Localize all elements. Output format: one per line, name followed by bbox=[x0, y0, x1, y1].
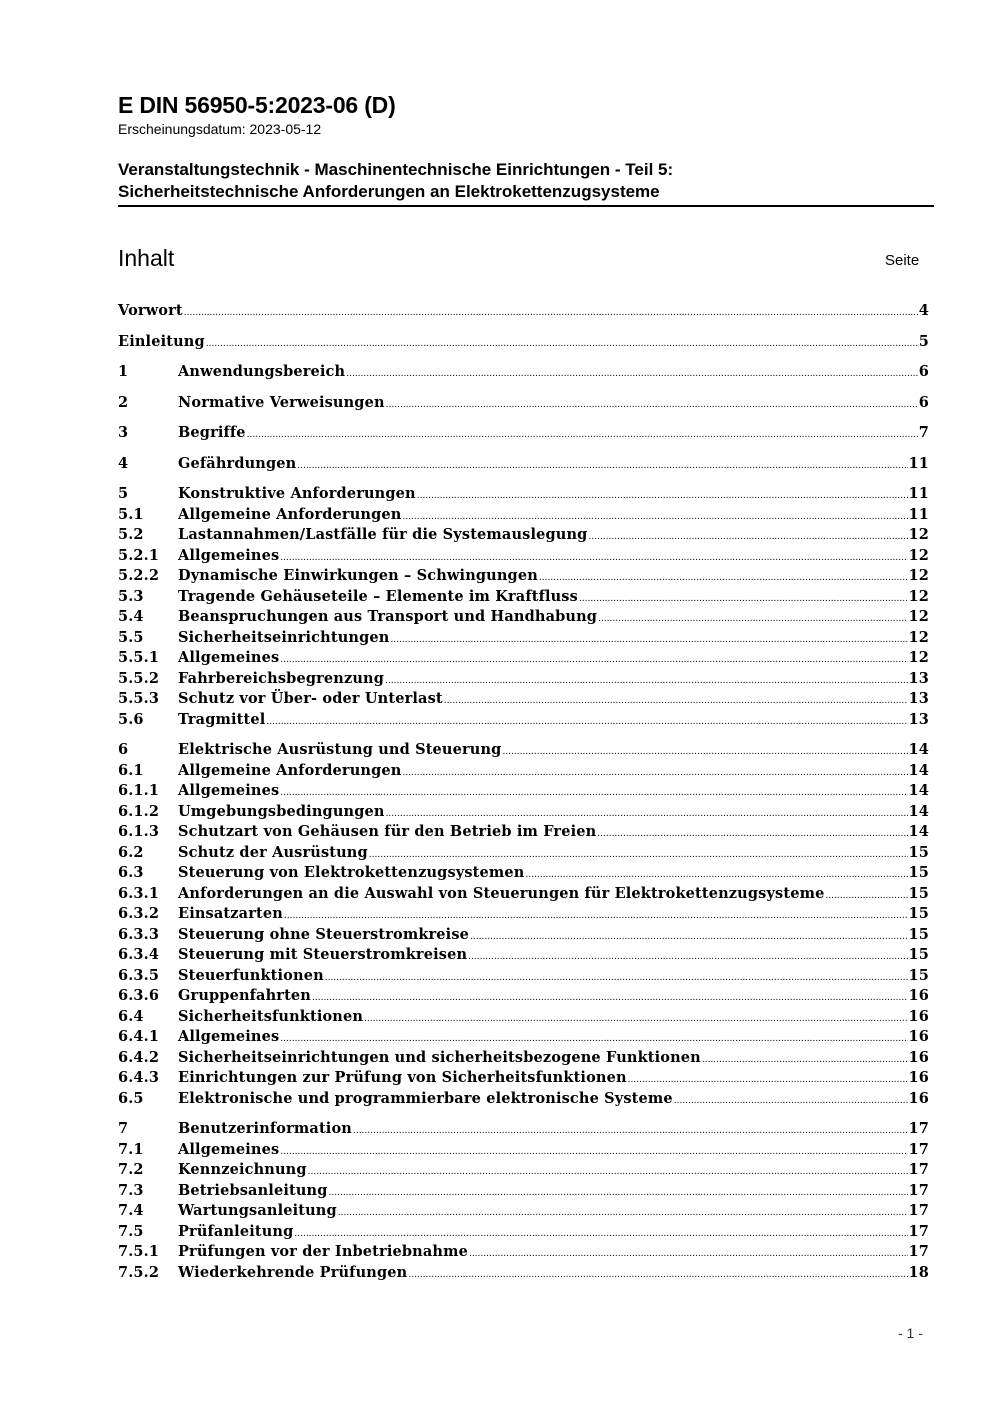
toc-entry[interactable] bbox=[118, 710, 929, 731]
toc-entry-label: Beanspruchungen aus Transport und Handhabung bbox=[178, 608, 598, 625]
toc-entry-label: Steuerfunktionen bbox=[178, 966, 324, 984]
toc-entry-label: Normative Verweisungen bbox=[178, 393, 385, 411]
toc-entry[interactable] bbox=[118, 1222, 929, 1243]
toc-entry-page: 14 bbox=[908, 782, 929, 799]
toc-entry-number: 6.4.1 bbox=[118, 1028, 160, 1045]
toc-entry[interactable] bbox=[118, 781, 929, 802]
toc-dot-leader bbox=[364, 1009, 907, 1030]
page-number: - 1 - bbox=[898, 1325, 923, 1341]
toc-entry[interactable] bbox=[118, 843, 929, 864]
toc-entry-number: 5.5.3 bbox=[118, 690, 160, 707]
toc-entry-page: 16 bbox=[908, 1048, 929, 1066]
toc-entry-page: 17 bbox=[908, 1181, 929, 1199]
toc-entry-page: 15 bbox=[908, 925, 929, 943]
toc-entry[interactable] bbox=[118, 945, 929, 966]
toc-entry[interactable] bbox=[118, 1007, 929, 1028]
toc-entry-page: 13 bbox=[908, 690, 929, 707]
toc-entry-label: Tragmittel bbox=[178, 710, 266, 728]
toc-entry-label: Fahrbereichsbegrenzung bbox=[178, 669, 385, 687]
publication-date: Erscheinungsdatum: 2023-05-12 bbox=[118, 121, 322, 137]
toc-entry-number: 5.5 bbox=[118, 628, 144, 646]
toc-entry-page: 7 bbox=[918, 424, 929, 441]
toc-entry-page: 15 bbox=[908, 864, 929, 881]
toc-entry-label: Allgemeine Anforderungen bbox=[178, 761, 402, 779]
toc-entry-number: 6.4.2 bbox=[118, 1048, 160, 1066]
toc-entry[interactable] bbox=[118, 1027, 929, 1048]
toc-dot-leader bbox=[206, 334, 918, 355]
toc-entry-number: 5.1 bbox=[118, 505, 144, 523]
toc-entry-number: 6.1.1 bbox=[118, 782, 160, 799]
toc-entry-label: Tragende Gehäuseteile – Elemente im Kraftfluss bbox=[178, 587, 578, 605]
toc-entry-number: 6.1.3 bbox=[118, 823, 160, 840]
toc-entry-page: 6 bbox=[918, 363, 929, 380]
toc-entry-label: Gefährdungen bbox=[178, 454, 297, 472]
toc-entry[interactable] bbox=[118, 884, 929, 905]
toc-entry-number: 5.2 bbox=[118, 526, 144, 543]
toc-entry-page: 16 bbox=[908, 1028, 929, 1045]
toc-dot-leader bbox=[390, 630, 907, 651]
toc-entry-label: Allgemeine Anforderungen bbox=[178, 505, 402, 523]
toc-entry[interactable] bbox=[118, 863, 929, 884]
toc-entry-label: Steuerung von Elektrokettenzugsystemen bbox=[178, 864, 525, 881]
toc-entry-label: Allgemeines bbox=[178, 546, 280, 564]
toc-entry[interactable] bbox=[118, 301, 929, 322]
toc-entry-number: 6.3.2 bbox=[118, 905, 160, 922]
toc-dot-leader bbox=[294, 1224, 907, 1245]
toc-entry-label: Schutz vor Über- oder Unterlast bbox=[178, 690, 443, 707]
toc-dot-leader bbox=[369, 845, 908, 866]
toc-entry[interactable] bbox=[118, 1263, 929, 1284]
toc-dot-leader bbox=[346, 364, 918, 385]
document-title: E DIN 56950-5:2023-06 (D) bbox=[118, 92, 396, 118]
toc-entry[interactable] bbox=[118, 1201, 929, 1222]
toc-entry-number: 6.3.3 bbox=[118, 925, 160, 943]
toc-dot-leader bbox=[329, 1183, 908, 1204]
toc-dot-leader bbox=[539, 568, 908, 589]
toc-entry-page: 12 bbox=[908, 567, 929, 584]
toc-dot-leader bbox=[402, 763, 907, 784]
toc-entry[interactable] bbox=[118, 393, 929, 414]
toc-entry[interactable] bbox=[118, 1089, 929, 1110]
toc-entry-number: 6.5 bbox=[118, 1089, 144, 1107]
toc-entry-page: 12 bbox=[908, 587, 929, 605]
toc-entry-label: Gruppenfahrten bbox=[178, 987, 311, 1004]
toc-entry-number: 6 bbox=[118, 741, 129, 758]
toc-entry-page: 14 bbox=[908, 761, 929, 779]
toc-entry-label: Allgemeines bbox=[178, 1028, 280, 1045]
toc-entry-page: 5 bbox=[918, 332, 929, 350]
toc-dot-leader bbox=[184, 303, 918, 324]
toc-entry-page: 15 bbox=[908, 905, 929, 922]
toc-entry-label: Allgemeines bbox=[178, 782, 280, 799]
toc-entry-page: 18 bbox=[908, 1263, 929, 1281]
toc-entry-page: 13 bbox=[908, 669, 929, 687]
toc-dot-leader bbox=[579, 589, 908, 610]
toc-entry-page: 15 bbox=[908, 843, 929, 861]
toc-entry-number: 5 bbox=[118, 485, 129, 502]
subtitle-line-1: Veranstaltungstechnik - Maschinentechnische Einrichtungen - Teil 5: bbox=[118, 160, 674, 179]
toc-entry-number: 7 bbox=[118, 1120, 129, 1137]
toc-entry-number: 7.5.2 bbox=[118, 1263, 160, 1281]
toc-entry-page: 15 bbox=[908, 946, 929, 963]
toc-dot-leader bbox=[308, 1162, 908, 1183]
toc-entry[interactable] bbox=[118, 484, 929, 505]
toc-entry-page: 12 bbox=[908, 526, 929, 543]
toc-entry-label: Allgemeines bbox=[178, 649, 280, 666]
toc-entry-number: 5.4 bbox=[118, 608, 144, 625]
toc-entry-page: 17 bbox=[908, 1120, 929, 1137]
toc-entry-number: 6.3.4 bbox=[118, 946, 160, 963]
toc-entry-label: Sicherheitseinrichtungen und sicherheitsbezogene Funktionen bbox=[178, 1048, 701, 1066]
toc-dot-leader bbox=[674, 1091, 908, 1112]
table-of-contents bbox=[118, 301, 929, 1283]
toc-entry-page: 14 bbox=[908, 741, 929, 758]
toc-entry-page: 11 bbox=[908, 505, 929, 523]
toc-entry[interactable] bbox=[118, 648, 929, 669]
toc-entry-label: Elektrische Ausrüstung und Steuerung bbox=[178, 741, 502, 758]
toc-entry-number: 7.3 bbox=[118, 1181, 144, 1199]
toc-entry-number: 4 bbox=[118, 454, 129, 472]
toc-entry-number: 3 bbox=[118, 424, 129, 441]
toc-entry-page: 16 bbox=[908, 1069, 929, 1086]
toc-entry[interactable] bbox=[118, 454, 929, 475]
toc-dot-leader bbox=[280, 548, 907, 569]
toc-entry-number: 7.2 bbox=[118, 1161, 144, 1178]
toc-entry-page: 12 bbox=[908, 628, 929, 646]
toc-entry-number: 6.4.3 bbox=[118, 1069, 160, 1086]
toc-entry-page: 16 bbox=[908, 987, 929, 1004]
toc-entry-page: 12 bbox=[908, 649, 929, 666]
toc-entry[interactable] bbox=[118, 986, 929, 1007]
toc-entry-label: Wartungsanleitung bbox=[178, 1202, 337, 1219]
toc-entry[interactable] bbox=[118, 525, 929, 546]
toc-entry-label: Einleitung bbox=[118, 332, 205, 350]
toc-dot-leader bbox=[353, 1121, 908, 1142]
toc-dot-leader bbox=[284, 906, 908, 927]
toc-dot-leader bbox=[444, 691, 908, 712]
toc-entry-label: Allgemeines bbox=[178, 1140, 280, 1158]
toc-entry-page: 11 bbox=[908, 485, 929, 502]
toc-entry-page: 17 bbox=[908, 1161, 929, 1178]
toc-entry-number: 6.2 bbox=[118, 843, 144, 861]
toc-entry[interactable] bbox=[118, 904, 929, 925]
toc-dot-leader bbox=[280, 650, 907, 671]
toc-dot-leader bbox=[469, 1244, 908, 1265]
toc-dot-leader bbox=[280, 1029, 907, 1050]
toc-entry-page: 4 bbox=[918, 302, 929, 319]
toc-entry[interactable] bbox=[118, 1119, 929, 1140]
toc-entry-number: 2 bbox=[118, 393, 129, 411]
toc-entry-label: Benutzerinformation bbox=[178, 1120, 352, 1137]
toc-entry[interactable] bbox=[118, 1181, 929, 1202]
toc-dot-leader bbox=[297, 456, 907, 477]
toc-entry-number: 1 bbox=[118, 363, 129, 380]
toc-entry-page: 16 bbox=[908, 1089, 929, 1107]
toc-entry[interactable] bbox=[118, 1140, 929, 1161]
toc-dot-leader bbox=[525, 865, 907, 886]
toc-dot-leader bbox=[266, 712, 907, 733]
toc-entry[interactable] bbox=[118, 740, 929, 761]
toc-entry-page: 15 bbox=[908, 966, 929, 984]
page-column-label: Seite bbox=[885, 252, 920, 269]
toc-dot-leader bbox=[598, 609, 907, 630]
toc-entry-page: 17 bbox=[908, 1202, 929, 1219]
toc-entry-page: 17 bbox=[908, 1140, 929, 1158]
toc-entry-page: 14 bbox=[908, 802, 929, 820]
toc-dot-leader bbox=[386, 804, 908, 825]
toc-entry-label: Prüfungen vor der Inbetriebnahme bbox=[178, 1243, 468, 1260]
toc-dot-leader bbox=[386, 395, 918, 416]
toc-dot-leader bbox=[408, 1265, 907, 1286]
toc-entry-label: Konstruktive Anforderungen bbox=[178, 485, 416, 502]
subtitle-line-2: Sicherheitstechnische Anforderungen an Elektrokettenzugsysteme bbox=[118, 182, 660, 201]
toc-entry[interactable] bbox=[118, 546, 929, 567]
toc-entry-page: 12 bbox=[908, 546, 929, 564]
toc-dot-leader bbox=[502, 742, 907, 763]
toc-entry-page: 16 bbox=[908, 1007, 929, 1025]
toc-entry-label: Sicherheitsfunktionen bbox=[178, 1007, 364, 1025]
toc-entry[interactable] bbox=[118, 802, 929, 823]
toc-entry-number: 5.2.1 bbox=[118, 546, 160, 564]
toc-entry-number: 7.1 bbox=[118, 1140, 144, 1158]
toc-dot-leader bbox=[247, 425, 918, 446]
toc-entry[interactable] bbox=[118, 1048, 929, 1069]
toc-dot-leader bbox=[402, 507, 907, 528]
toc-entry-number: 5.5.2 bbox=[118, 669, 160, 687]
toc-entry-number: 6.3.6 bbox=[118, 987, 160, 1004]
toc-entry-number: 6.3.1 bbox=[118, 884, 160, 902]
toc-entry-label: Anforderungen an die Auswahl von Steuerungen für Elektrokettenzugsysteme bbox=[178, 884, 825, 902]
toc-dot-leader bbox=[825, 886, 907, 907]
toc-entry-label: Prüfanleitung bbox=[178, 1222, 294, 1240]
toc-entry-page: 17 bbox=[908, 1243, 929, 1260]
toc-entry-page: 6 bbox=[918, 393, 929, 411]
toc-entry-label: Lastannahmen/Lastfälle für die Systemauslegung bbox=[178, 526, 588, 543]
toc-entry-page: 12 bbox=[908, 608, 929, 625]
toc-entry[interactable] bbox=[118, 362, 929, 383]
toc-entry[interactable] bbox=[118, 607, 929, 628]
toc-entry-label: Umgebungsbedingungen bbox=[178, 802, 385, 820]
toc-dot-leader bbox=[280, 1142, 907, 1163]
toc-entry-label: Kennzeichnung bbox=[178, 1161, 307, 1178]
toc-entry-page: 13 bbox=[908, 710, 929, 728]
toc-entry-label: Begriffe bbox=[178, 424, 246, 441]
toc-entry[interactable] bbox=[118, 1242, 929, 1263]
toc-entry-label: Anwendungsbereich bbox=[178, 363, 346, 380]
toc-entry-number: 5.6 bbox=[118, 710, 144, 728]
toc-entry[interactable] bbox=[118, 332, 929, 353]
toc-entry-label: Wiederkehrende Prüfungen bbox=[178, 1263, 408, 1281]
toc-dot-leader bbox=[325, 968, 908, 989]
toc-entry[interactable] bbox=[118, 505, 929, 526]
document-subtitle bbox=[118, 159, 934, 207]
toc-entry[interactable] bbox=[118, 628, 929, 649]
toc-entry-number: 6.3.5 bbox=[118, 966, 160, 984]
toc-dot-leader bbox=[280, 783, 907, 804]
toc-entry-label: Einsatzarten bbox=[178, 905, 283, 922]
toc-dot-leader bbox=[588, 527, 907, 548]
toc-dot-leader bbox=[338, 1203, 908, 1224]
contents-heading: Inhalt bbox=[118, 245, 175, 271]
toc-dot-leader bbox=[417, 486, 908, 507]
toc-entry[interactable] bbox=[118, 822, 929, 843]
toc-entry[interactable] bbox=[118, 566, 929, 587]
toc-dot-leader bbox=[702, 1050, 908, 1071]
toc-entry-number: 6.1.2 bbox=[118, 802, 160, 820]
toc-dot-leader bbox=[628, 1070, 908, 1091]
toc-dot-leader bbox=[312, 988, 908, 1009]
toc-entry-page: 17 bbox=[908, 1222, 929, 1240]
toc-entry-number: 7.5 bbox=[118, 1222, 144, 1240]
toc-entry[interactable] bbox=[118, 1068, 929, 1089]
toc-entry-number: 7.5.1 bbox=[118, 1243, 160, 1260]
toc-entry-label: Elektronische und programmierbare elektronische Systeme bbox=[178, 1089, 673, 1107]
toc-entry-number: 5.3 bbox=[118, 587, 144, 605]
toc-entry-number: 5.5.1 bbox=[118, 649, 160, 666]
toc-entry-label: Vorwort bbox=[118, 302, 183, 319]
toc-entry[interactable] bbox=[118, 689, 929, 710]
toc-entry-page: 14 bbox=[908, 823, 929, 840]
toc-entry[interactable] bbox=[118, 966, 929, 987]
toc-dot-leader bbox=[385, 671, 907, 692]
toc-entry-label: Steuerung mit Steuerstromkreisen bbox=[178, 946, 468, 963]
toc-entry-label: Dynamische Einwirkungen – Schwingungen bbox=[178, 567, 538, 584]
toc-entry[interactable] bbox=[118, 761, 929, 782]
toc-entry-label: Betriebsanleitung bbox=[178, 1181, 328, 1199]
toc-dot-leader bbox=[468, 947, 907, 968]
toc-entry-label: Schutz der Ausrüstung bbox=[178, 843, 368, 861]
toc-entry[interactable] bbox=[118, 669, 929, 690]
toc-entry-label: Einrichtungen zur Prüfung von Sicherheitsfunktionen bbox=[178, 1069, 627, 1086]
toc-entry-page: 15 bbox=[908, 884, 929, 902]
toc-entry-number: 5.2.2 bbox=[118, 567, 160, 584]
toc-entry-label: Steuerung ohne Steuerstromkreise bbox=[178, 925, 470, 943]
toc-entry-number: 6.1 bbox=[118, 761, 144, 779]
toc-entry-label: Schutzart von Gehäusen für den Betrieb im Freien bbox=[178, 823, 597, 840]
toc-entry[interactable] bbox=[118, 1160, 929, 1181]
toc-entry-number: 6.3 bbox=[118, 864, 144, 881]
toc-entry[interactable] bbox=[118, 925, 929, 946]
toc-entry-label: Sicherheitseinrichtungen bbox=[178, 628, 390, 646]
toc-entry[interactable] bbox=[118, 587, 929, 608]
toc-dot-leader bbox=[597, 824, 907, 845]
toc-dot-leader bbox=[470, 927, 907, 948]
toc-entry[interactable] bbox=[118, 423, 929, 444]
toc-entry-page: 11 bbox=[908, 454, 929, 472]
toc-entry-number: 7.4 bbox=[118, 1202, 144, 1219]
toc-entry-number: 6.4 bbox=[118, 1007, 144, 1025]
